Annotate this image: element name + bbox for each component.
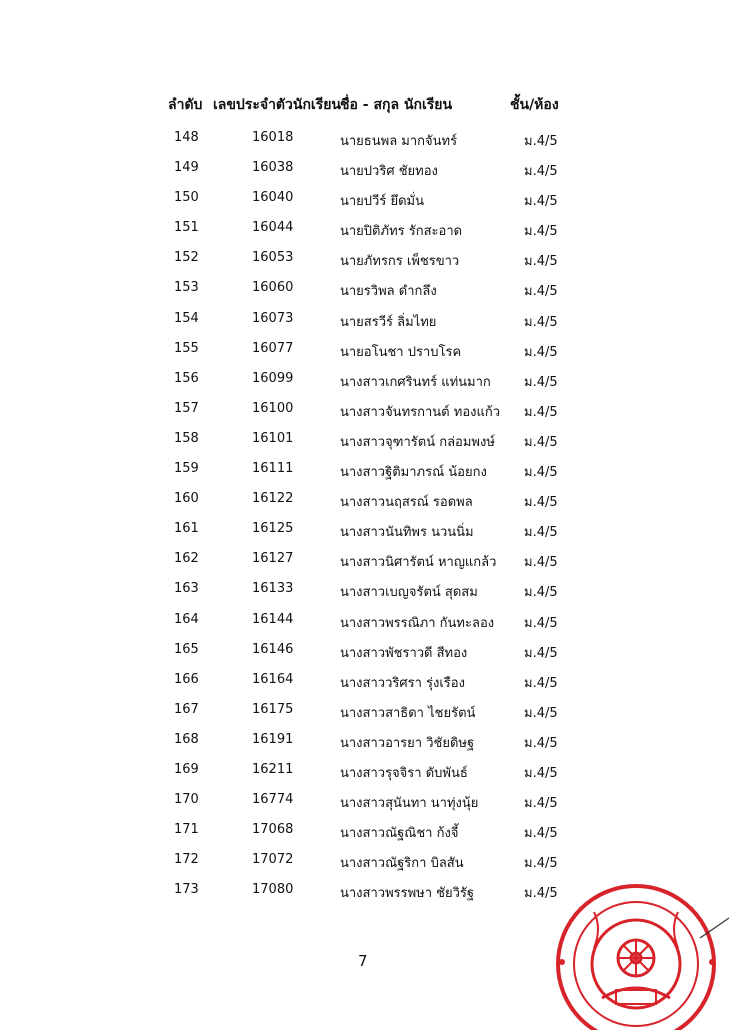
row-name: นายรวิพล ดำกลึง: [340, 284, 437, 300]
row-room: ม.4/5: [524, 164, 558, 180]
table-row: [0, 186, 729, 216]
row-name: นางสาวณัฐริกา บิลสัน: [340, 856, 464, 872]
row-name: นางสาวจันทรกานต์ ทองแก้ว: [340, 404, 501, 420]
row-room: ม.4/5: [524, 705, 558, 721]
row-room: ม.4/5: [524, 555, 558, 571]
row-student-id: 16038: [252, 160, 294, 176]
header-name: ชื่อ - สกุล นักเรียน: [340, 97, 453, 113]
table-row: [0, 517, 729, 547]
row-no: 158: [174, 430, 199, 446]
row-no: 168: [174, 731, 199, 747]
row-name: นางสาวพรรพษา ชัยวิรัฐ: [340, 886, 475, 902]
row-student-id: 16100: [252, 400, 294, 416]
table-row: [0, 547, 729, 577]
table-row: [0, 156, 729, 186]
row-no: 160: [174, 491, 199, 507]
row-no: 165: [174, 641, 199, 657]
table-row: [0, 276, 729, 306]
row-student-id: 16211: [252, 761, 294, 777]
row-student-id: 17080: [252, 882, 294, 898]
table-row: [0, 577, 729, 607]
table-row: [0, 608, 729, 638]
table-row: [0, 397, 729, 427]
row-name: นางสาวนฤสรณ์ รอดพล: [340, 495, 473, 511]
row-name: นายสรวีร์ ลิ่มไทย: [340, 314, 437, 330]
row-student-id: 16099: [252, 370, 294, 386]
row-name: นางสาวฐิติมาภรณ์ น้อยกง: [340, 465, 487, 481]
row-name: นางสาวนันทิพร นวนนิ่ม: [340, 525, 474, 541]
row-room: ม.4/5: [524, 314, 558, 330]
row-name: นางสาวพรรณิภา กันทะลอง: [340, 615, 495, 631]
table-row: [0, 818, 729, 848]
table-row: [0, 337, 729, 367]
table-row: [0, 126, 729, 156]
row-room: ม.4/5: [524, 194, 558, 210]
student-list: [0, 126, 729, 908]
row-room: ม.4/5: [524, 645, 558, 661]
row-room: ม.4/5: [524, 134, 558, 149]
row-student-id: 16060: [252, 280, 294, 296]
row-no: 170: [174, 792, 199, 808]
row-room: ม.4/5: [524, 525, 558, 541]
row-no: 167: [174, 701, 199, 717]
row-student-id: 16073: [252, 310, 294, 326]
row-student-id: 16053: [252, 250, 294, 266]
row-student-id: 17068: [252, 822, 294, 838]
row-room: ม.4/5: [524, 224, 558, 240]
row-student-id: 16018: [252, 130, 294, 145]
row-student-id: 16144: [252, 611, 294, 627]
row-name: นางสาวสุนันทา นาทุ่งนุ้ย: [340, 796, 479, 812]
row-room: ม.4/5: [524, 826, 558, 842]
table-row: [0, 788, 729, 818]
row-no: 159: [174, 461, 199, 477]
row-room: ม.4/5: [524, 615, 558, 631]
row-no: 164: [174, 611, 199, 627]
header-no: ลำดับ: [168, 97, 203, 113]
row-no: 166: [174, 671, 199, 687]
header-room: ชั้น/ห้อง: [510, 97, 559, 113]
row-student-id: 16191: [252, 731, 294, 747]
row-no: 162: [174, 551, 199, 567]
table-row: [0, 246, 729, 276]
header-student-id: เลขประจำตัวนักเรียน: [213, 97, 342, 113]
row-room: ม.4/5: [524, 675, 558, 691]
table-row: [0, 367, 729, 397]
row-no: 171: [174, 822, 199, 838]
row-room: ม.4/5: [524, 765, 558, 781]
row-room: ม.4/5: [524, 495, 558, 511]
row-room: ม.4/5: [524, 856, 558, 872]
table-row: [0, 427, 729, 457]
row-name: นางสาววริศรา รุ่งเรือง: [340, 675, 465, 691]
table-row: [0, 638, 729, 668]
row-student-id: 16133: [252, 581, 294, 597]
row-name: นายปวริศ ชัยทอง: [340, 164, 438, 180]
row-name: นางสาวจุฑารัตน์ กล่อมพงษ์: [340, 434, 495, 450]
school-seal-icon: [540, 878, 729, 1030]
row-no: 151: [174, 220, 199, 236]
table-row: [0, 728, 729, 758]
row-student-id: 16175: [252, 701, 294, 717]
row-no: 148: [174, 130, 199, 145]
row-name: นางสาวนิศารัตน์ หาญแกล้ว: [340, 555, 497, 571]
row-no: 155: [174, 340, 199, 356]
row-no: 173: [174, 882, 199, 898]
row-name: นางสาวณัฐณิชา ก้งจี้: [340, 826, 459, 842]
table-row: [0, 668, 729, 698]
row-room: ม.4/5: [524, 254, 558, 270]
row-room: ม.4/5: [524, 434, 558, 450]
table-row: [0, 307, 729, 337]
row-no: 152: [174, 250, 199, 266]
row-student-id: 16040: [252, 190, 294, 206]
row-student-id: 17072: [252, 852, 294, 868]
row-no: 157: [174, 400, 199, 416]
row-name: นายอโนชา ปราบโรค: [340, 344, 462, 360]
row-no: 163: [174, 581, 199, 597]
table-row: [0, 698, 729, 728]
row-room: ม.4/5: [524, 374, 558, 390]
row-no: 154: [174, 310, 199, 326]
row-room: ม.4/5: [524, 404, 558, 420]
row-name: นางสาวรุจจิรา ดับพันธ์: [340, 765, 468, 781]
row-student-id: 16127: [252, 551, 294, 567]
row-name: นางสาวสาธิดา ไชยรัตน์: [340, 705, 476, 721]
row-no: 161: [174, 521, 199, 537]
row-room: ม.4/5: [524, 735, 558, 751]
table-row: [0, 457, 729, 487]
row-name: นางสาวพัชราวดี สีทอง: [340, 645, 468, 661]
table-row: [0, 758, 729, 788]
row-room: ม.4/5: [524, 886, 558, 902]
row-name: นางสาวอารยา วิชัยดิษฐ: [340, 735, 475, 751]
table-row: [0, 848, 729, 878]
page-number: 7: [358, 952, 368, 970]
row-room: ม.4/5: [524, 344, 558, 360]
table-row: [0, 487, 729, 517]
row-name: นายปวีร์ ยึดมั่น: [340, 194, 424, 210]
row-name: นายภัทรกร เพ็ชรขาว: [340, 254, 460, 270]
row-no: 156: [174, 370, 199, 386]
row-room: ม.4/5: [524, 465, 558, 481]
row-student-id: 16774: [252, 792, 294, 808]
row-room: ม.4/5: [524, 585, 558, 601]
row-student-id: 16122: [252, 491, 294, 507]
row-no: 149: [174, 160, 199, 176]
row-student-id: 16164: [252, 671, 294, 687]
row-name: นางสาวเกศรินทร์ แท่นมาก: [340, 374, 491, 390]
row-name: นายธนพล มากจันทร์: [340, 134, 458, 149]
row-student-id: 16077: [252, 340, 294, 356]
row-no: 150: [174, 190, 199, 206]
row-no: 172: [174, 852, 199, 868]
row-no: 153: [174, 280, 199, 296]
row-room: ม.4/5: [524, 796, 558, 812]
row-student-id: 16044: [252, 220, 294, 236]
table-row: [0, 216, 729, 246]
row-student-id: 16101: [252, 430, 294, 446]
row-name: นายปิติภัทร รักสะอาด: [340, 224, 463, 240]
row-student-id: 16146: [252, 641, 294, 657]
row-no: 169: [174, 761, 199, 777]
row-student-id: 16125: [252, 521, 294, 537]
row-name: นางสาวเบญจรัตน์ สุดสม: [340, 585, 478, 601]
row-student-id: 16111: [252, 461, 294, 477]
row-room: ม.4/5: [524, 284, 558, 300]
